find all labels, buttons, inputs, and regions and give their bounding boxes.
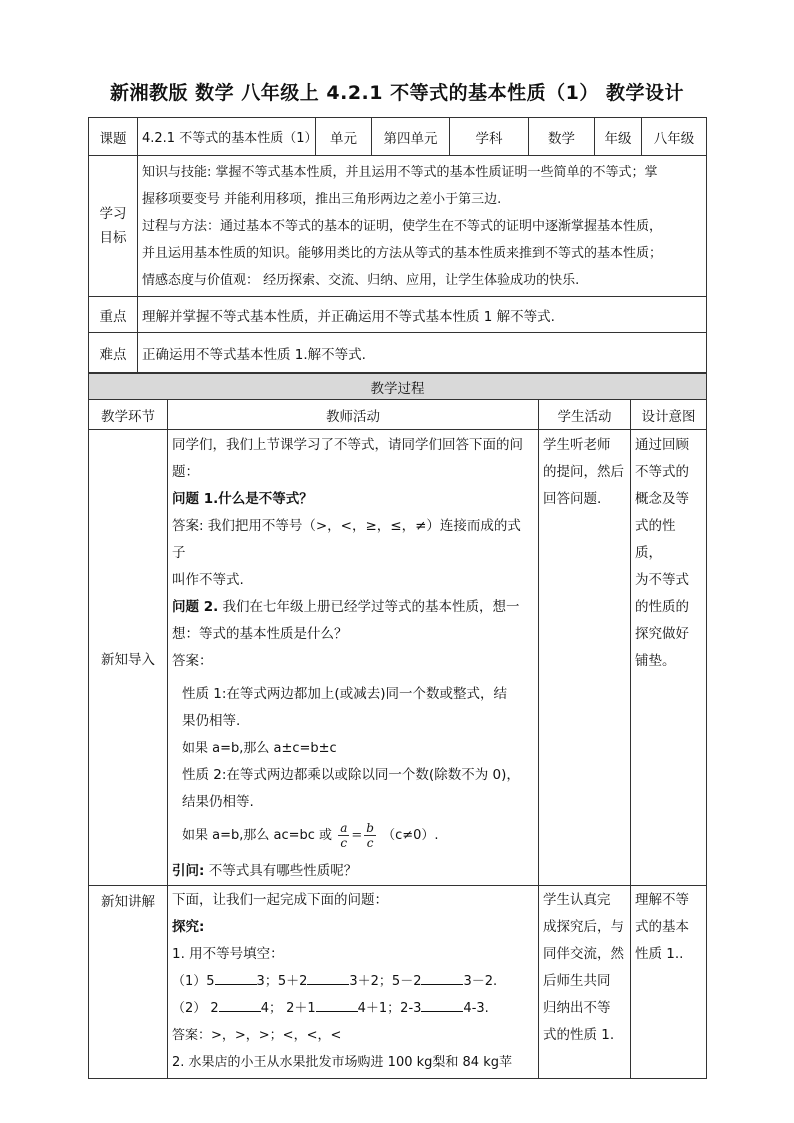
lead-question-label: 引问: [172, 863, 205, 879]
formula-condition: （c≠0）. [382, 828, 439, 843]
key-point-label: 重点 [89, 297, 138, 333]
goal-line: 知识与技能: 掌握不等式基本性质，并且运用不等式的基本性质证明一些简单的不等式；掌 [142, 164, 658, 180]
fraction-b-over-c [364, 821, 376, 850]
text-line: 不等式的 [635, 464, 689, 480]
header-teacher: 教师活动 [168, 400, 539, 430]
grade-value: 八年级 [642, 118, 707, 156]
difficulty-value: 正确运用不等式基本性质 1.解不等式. [138, 333, 707, 373]
goal-line: 过程与方法：通过基本不等式的基本的证明，使学生在不等式的证明中逐渐掌握基本性质， [142, 218, 663, 234]
goals-label [89, 156, 138, 297]
unit-value: 第四单元 [372, 118, 450, 156]
formula-text: 如果 a=b,那么 ac=bc 或 [182, 828, 333, 843]
text-line: 同学们，我们上节课学习了不等式，请同学们回答下面的问 [172, 437, 523, 453]
task-2-line: 2. 水果店的小王从水果批发市场购进 100 kg梨和 84 kg苹 [172, 1055, 512, 1070]
intro-stage: 新知导入 [89, 430, 168, 886]
fill-text: 4-3. [463, 1001, 489, 1016]
key-point-row [89, 297, 707, 333]
text-line: 的性质的 [635, 599, 689, 615]
fill-text: 3－2. [463, 974, 498, 989]
goals-label-line: 学习 [99, 206, 127, 222]
goal-line: 情感态度与价值观： 经历探索、交流、归纳、应用，让学生体验成功的快乐. [142, 272, 580, 288]
text-line: 回答问题. [543, 491, 602, 507]
fill-blank[interactable] [307, 972, 349, 985]
text-line: 叫作不等式. [172, 572, 244, 588]
goal-line: 握移项要变号 并能利用移项，推出三角形两边之差小于第三边. [142, 191, 502, 207]
fraction-a-over-c [338, 821, 349, 850]
explain-row [89, 886, 707, 1079]
header-student: 学生活动 [539, 400, 631, 430]
text-line: 式的基本 [635, 919, 689, 935]
subject-label: 学科 [450, 118, 529, 156]
answer-line: 答案：>，>，>；<，<，< [172, 1028, 342, 1043]
fill-blank[interactable] [316, 999, 358, 1012]
document-title: 新湘教版 数学 八年级上 4.2.1 不等式的基本性质（1） 教学设计 [110, 82, 684, 104]
intro-row [89, 430, 707, 886]
fill-text: （2） 2 [172, 1001, 219, 1016]
subject-value: 数学 [529, 118, 595, 156]
property-2-line: 结果仍相等. [182, 794, 254, 810]
text-line: 性质 1.. [635, 946, 684, 962]
text-line: 归纳出不等 [543, 1000, 611, 1016]
header-intent: 设计意图 [631, 400, 707, 430]
explain-teacher-activity [168, 886, 539, 1079]
fill-blank[interactable] [421, 972, 463, 985]
question-2-label: 问题 2. [172, 599, 219, 615]
text-line: 想：等式的基本性质是什么？ [172, 626, 348, 642]
fraction-numerator: b [366, 821, 374, 835]
fraction-denominator: c [340, 836, 348, 850]
text-line: 通过回顾 [635, 437, 689, 453]
text-line: 题： [172, 464, 199, 480]
fill-row-1 [172, 968, 534, 995]
text-line: 后师生共同 [543, 973, 611, 989]
lead-question-text: 不等式具有哪些性质呢？ [204, 863, 358, 879]
explain-design-intent [631, 886, 707, 1079]
grade-label: 年级 [595, 118, 642, 156]
explore-label: 探究: [172, 919, 205, 935]
equals-sign: = [351, 828, 363, 843]
text-line: 为不等式 [635, 572, 689, 588]
fill-text: （1）5 [172, 974, 215, 989]
fill-blank[interactable] [219, 999, 261, 1012]
property-1-formula: 如果 a=b,那么 a±c=b±c [182, 741, 337, 756]
text-line: 的提问，然后 [543, 464, 624, 480]
text-line: 学生认真完 [543, 892, 611, 908]
explain-stage: 新知讲解 [89, 886, 168, 1079]
text-line: 答案: 我们把用不等号（>，<，≥，≤，≠）连接而成的式子 [172, 518, 521, 561]
fraction-numerator: a [340, 821, 348, 835]
intro-design-intent [631, 430, 707, 886]
property-2-formula [172, 818, 534, 854]
teaching-process-table [88, 373, 707, 1079]
text-line: 同伴交流，然 [543, 946, 624, 962]
key-point-value: 理解并掌握不等式基本性质，并正确运用不等式基本性质 1 解不等式. [138, 297, 707, 333]
intro-student-activity [539, 430, 631, 886]
intro-teacher-activity [168, 430, 539, 886]
unit-label: 单元 [316, 118, 372, 156]
fill-text: 3＋2；5－2 [349, 974, 422, 989]
text-line: 学生听老师 [543, 437, 611, 453]
lead-question [172, 858, 534, 885]
goals-content [138, 156, 707, 297]
question-2 [172, 594, 534, 621]
fill-row-2 [172, 995, 534, 1022]
text-line: 式的性质， [635, 518, 676, 561]
text-line: 概念及等 [635, 491, 689, 507]
topic-label: 课题 [89, 118, 138, 156]
text-line: 探究做好 [635, 626, 689, 642]
fill-blank[interactable] [421, 999, 463, 1012]
goals-label-line: 目标 [99, 230, 127, 246]
text-line: 铺垫。 [635, 653, 676, 669]
fill-text: 4； 2＋1 [260, 1001, 316, 1016]
goals-row [89, 156, 707, 297]
difficulty-row [89, 333, 707, 373]
section-title: 教学过程 [89, 374, 707, 400]
fill-blank[interactable] [215, 972, 257, 985]
property-1-line: 性质 1:在等式两边都加上(或减去)同一个数或整式，结 [182, 686, 507, 702]
text-line: 下面，让我们一起完成下面的问题： [172, 892, 388, 908]
property-1-line: 果仍相等. [182, 713, 241, 729]
property-2-line: 性质 2:在等式两边都乘以或除以同一个数(除数不为 0)， [182, 767, 520, 783]
fill-text: 3；5＋2 [256, 974, 308, 989]
fraction-denominator: c [366, 836, 374, 850]
lesson-info-table [88, 117, 707, 373]
topic-row [89, 118, 707, 156]
text-line: 理解不等 [635, 892, 689, 908]
answer-label: 答案： [172, 653, 213, 669]
difficulty-label: 难点 [89, 333, 138, 373]
header-row [89, 400, 707, 430]
question-2-text: 我们在七年级上册已经学过等式的基本性质，想一 [218, 599, 520, 615]
fill-text: 4＋1；2-3 [357, 1001, 422, 1016]
task-1-label: 1. 用不等号填空： [172, 946, 284, 962]
text-line: 成探究后，与 [543, 919, 624, 935]
question-1: 问题 1.什么是不等式？ [172, 491, 313, 507]
section-title-row [89, 374, 707, 400]
header-stage: 教学环节 [89, 400, 168, 430]
topic-value: 4.2.1 不等式的基本性质（1） [138, 118, 316, 156]
text-line: 式的性质 1. [543, 1027, 615, 1043]
explain-student-activity [539, 886, 631, 1079]
goal-line: 并且运用基本性质的知识。能够用类比的方法从等式的基本性质来推到不等式的基本性质； [142, 245, 663, 261]
